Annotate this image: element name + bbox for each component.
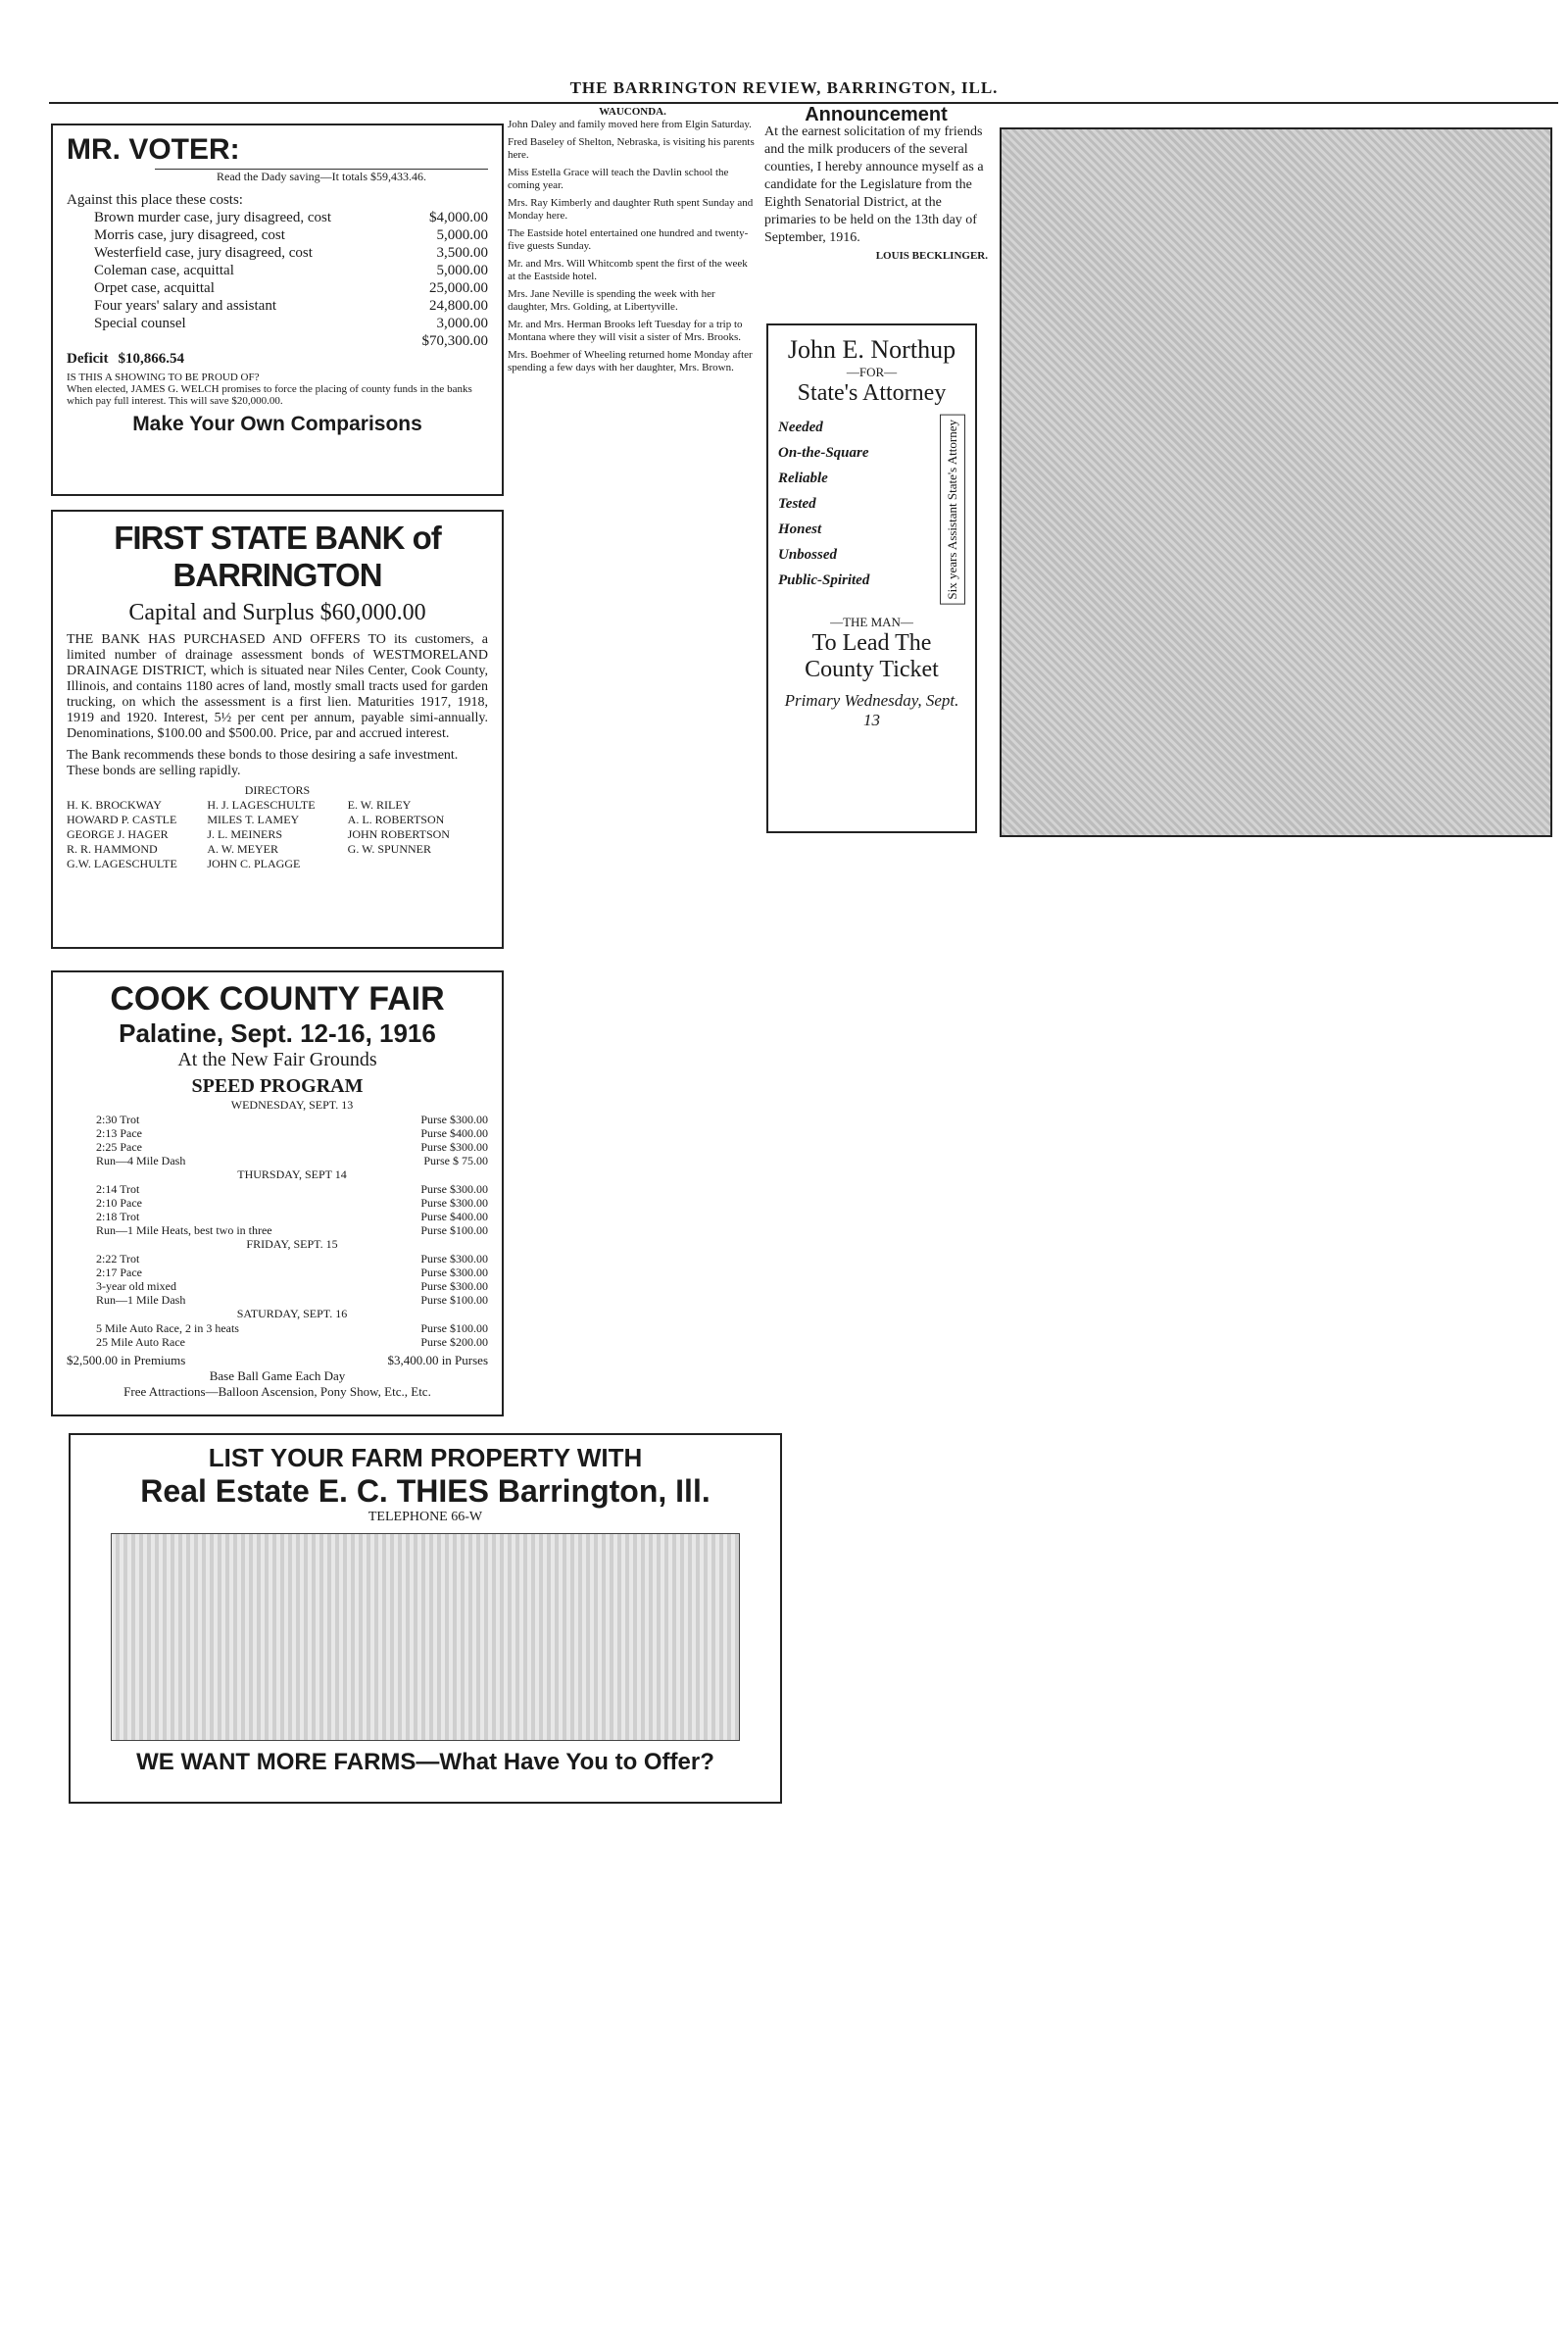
fair-event-purse: Purse $100.00 bbox=[420, 1223, 488, 1237]
announcement-body: At the earnest solicitation of my friends and the milk producers of the several counties, I hereby announce myself as a candidate for the Legislature from the Eighth Senatorial District, at the primaries to be held on the 13th day of September, 1916. bbox=[764, 124, 984, 245]
fair-event-purse: Purse $300.00 bbox=[420, 1140, 488, 1154]
fair-event-name: 2:13 Pace bbox=[96, 1126, 142, 1140]
farm-property-ad bbox=[69, 1433, 782, 1804]
farm-footer: WE WANT MORE FARMS—What Have You to Offer? bbox=[136, 1749, 714, 1775]
northup-primary: Primary Wednesday, Sept. 13 bbox=[784, 690, 959, 729]
farm-line2: Real Estate E. C. THIES Barrington, Ill. bbox=[140, 1473, 710, 1509]
fair-event-purse: Purse $100.00 bbox=[420, 1321, 488, 1335]
wauconda-heading: WAUCONDA. bbox=[599, 106, 666, 118]
voter-cost-list bbox=[67, 209, 488, 332]
bank-capital: Capital and Surplus $60,000.00 bbox=[128, 600, 426, 625]
fair-event-purse: Purse $400.00 bbox=[420, 1126, 488, 1140]
wauconda-item: Fred Baseley of Shelton, Nebraska, is visiting his parents here. bbox=[508, 136, 755, 161]
farm-phone: TELEPHONE 66-W bbox=[368, 1510, 483, 1524]
fair-event-name: Run—4 Mile Dash bbox=[96, 1154, 186, 1167]
fair-event-name: 2:25 Pace bbox=[96, 1140, 142, 1154]
masthead: THE BARRINGTON REVIEW, BARRINGTON, ILL. bbox=[569, 78, 999, 97]
fair-event-name: 2:30 Trot bbox=[96, 1113, 140, 1126]
voter-cost-label: Special counsel bbox=[94, 316, 186, 331]
fair-event bbox=[96, 1113, 488, 1126]
director-name: A. L. ROBERTSON bbox=[347, 813, 445, 826]
voter-subtitle: Read the Dady saving—It totals $59,433.46. bbox=[155, 169, 488, 184]
voter-deficit-label: Deficit bbox=[67, 351, 109, 367]
voter-title: MR. VOTER: bbox=[67, 133, 240, 166]
fair-event bbox=[96, 1210, 488, 1223]
fair-event bbox=[96, 1126, 488, 1140]
fair-event-purse: Purse $300.00 bbox=[420, 1182, 488, 1196]
cook-county-fair-ad bbox=[51, 970, 504, 1416]
voter-cost-amount: 5,000.00 bbox=[436, 263, 488, 278]
fair-event bbox=[96, 1293, 488, 1307]
announcement-heading: Announcement bbox=[805, 104, 948, 125]
voter-cost-amount: $4,000.00 bbox=[429, 210, 488, 225]
wauconda-item: Mrs. Ray Kimberly and daughter Ruth spent Sunday and Monday here. bbox=[508, 197, 754, 222]
voter-total: $70,300.00 bbox=[421, 333, 488, 349]
director-name: E. W. RILEY bbox=[347, 798, 412, 812]
northup-trait: Public-Spirited bbox=[778, 572, 870, 588]
wauconda-item: Miss Estella Grace will teach the Davlin school the coming year. bbox=[508, 167, 729, 191]
voter-cost-row bbox=[94, 315, 488, 332]
bank-body: THE BANK HAS PURCHASED AND OFFERS TO its customers, a limited number of drainage assessment bonds of WESTMORELAND DRAINAGE DISTRICT, which is situated near Niles Center, Cook County, Illinois, and contains 1180 acres of land, mostly small tracts used for garden trucking, on which the assessment is a first lien. Maturities 1917, 1918, 1919 and 1920. Interest, 5½ per cent per annum, payable simi-annually. Denominations, $100.00 and $500.00. Price, par and accrued interest. bbox=[67, 632, 488, 741]
page-bottom-fill bbox=[51, 1813, 1541, 2323]
fair-event-name: 2:14 Trot bbox=[96, 1182, 140, 1196]
fair-event-name: 3-year old mixed bbox=[96, 1279, 176, 1293]
voter-deficit-row bbox=[67, 350, 488, 368]
voter-footer: Make Your Own Comparisons bbox=[132, 413, 422, 435]
voter-deficit: $10,866.54 bbox=[118, 351, 184, 367]
announcement bbox=[764, 106, 988, 302]
wauconda-item: The Eastside hotel entertained one hundred and twenty-five guests Sunday. bbox=[508, 227, 749, 252]
fair-place: At the New Fair Grounds bbox=[177, 1049, 377, 1070]
voter-note: When elected, JAMES G. WELCH promises to force the placing of county funds in the banks which pay full interest. This will save $20,000.00. bbox=[67, 383, 472, 407]
fair-dates: Palatine, Sept. 12-16, 1916 bbox=[119, 1018, 436, 1048]
fair-event-name: 5 Mile Auto Race, 2 in 3 heats bbox=[96, 1321, 239, 1335]
fair-event-purse: Purse $ 75.00 bbox=[423, 1154, 488, 1167]
director-name: G.W. LAGESCHULTE bbox=[67, 857, 177, 870]
fair-money-row bbox=[67, 1353, 488, 1368]
fair-event-purse: Purse $400.00 bbox=[420, 1210, 488, 1223]
voter-cost-label: Morris case, jury disagreed, cost bbox=[94, 227, 285, 243]
voter-cost-amount: 3,000.00 bbox=[436, 316, 488, 331]
director-name bbox=[348, 857, 488, 871]
wauconda-column bbox=[508, 106, 758, 870]
fair-day: SATURDAY, SEPT. 16 bbox=[236, 1307, 348, 1320]
northup-lead: To Lead The County Ticket bbox=[805, 629, 939, 682]
northup-trait: On-the-Square bbox=[778, 445, 869, 461]
fair-event-name: Run—1 Mile Heats, best two in three bbox=[96, 1223, 272, 1237]
header-rule bbox=[49, 102, 1558, 104]
fair-event-purse: Purse $300.00 bbox=[420, 1279, 488, 1293]
fair-event-purse: Purse $200.00 bbox=[420, 1335, 488, 1349]
fair-day: FRIDAY, SEPT. 15 bbox=[246, 1237, 338, 1251]
fair-event bbox=[96, 1335, 488, 1349]
fair-event-name: 25 Mile Auto Race bbox=[96, 1335, 185, 1349]
bank-recommend: The Bank recommends these bonds to those desiring a safe investment. These bonds are selling rapidly. bbox=[67, 748, 459, 778]
fair-event-purse: Purse $100.00 bbox=[420, 1293, 488, 1307]
director-name: A. W. MEYER bbox=[207, 842, 279, 856]
voter-cost-label: Orpet case, acquittal bbox=[94, 280, 215, 296]
wauconda-item: Mr. and Mrs. Will Whitcomb spent the first of the week at the Eastside hotel. bbox=[508, 258, 748, 282]
fair-event-name: 2:18 Trot bbox=[96, 1210, 140, 1223]
fair-event-name: 2:10 Pace bbox=[96, 1196, 142, 1210]
voter-cost-row bbox=[94, 226, 488, 244]
fair-event-name: 2:17 Pace bbox=[96, 1266, 142, 1279]
voter-cost-label: Westerfield case, jury disagreed, cost bbox=[94, 245, 313, 261]
mr-voter-ad bbox=[51, 124, 504, 496]
directors-grid bbox=[67, 798, 488, 871]
fair-event-name: Run—1 Mile Dash bbox=[96, 1293, 186, 1307]
fair-day: THURSDAY, SEPT 14 bbox=[237, 1167, 347, 1181]
voter-cost-label: Coleman case, acquittal bbox=[94, 263, 234, 278]
director-name: GEORGE J. HAGER bbox=[67, 827, 169, 841]
northup-trait: Unbossed bbox=[778, 547, 838, 563]
fair-event bbox=[96, 1252, 488, 1266]
announcement-sig: LOUIS BECKLINGER. bbox=[875, 250, 988, 262]
fair-event-purse: Purse $300.00 bbox=[420, 1266, 488, 1279]
fair-event bbox=[96, 1154, 488, 1167]
wauconda-paras bbox=[508, 119, 758, 374]
director-name: R. R. HAMMOND bbox=[67, 842, 158, 856]
wauconda-item: Mr. and Mrs. Herman Brooks left Tuesday for a trip to Montana where they will visit a sister of Mrs. Brooks. bbox=[508, 319, 743, 343]
northup-trait: Needed bbox=[778, 420, 823, 435]
dady-portrait bbox=[1000, 127, 1552, 837]
wauconda-item: John Daley and family moved here from Elgin Saturday. bbox=[508, 119, 752, 130]
fair-event bbox=[96, 1182, 488, 1196]
northup-traits-row bbox=[778, 415, 965, 605]
fair-baseball: Base Ball Game Each Day bbox=[209, 1368, 346, 1383]
director-name: HOWARD P. CASTLE bbox=[67, 813, 177, 826]
fair-event bbox=[96, 1223, 488, 1237]
fair-program-list bbox=[96, 1098, 488, 1349]
voter-cost-amount: 25,000.00 bbox=[429, 280, 488, 296]
fair-event bbox=[96, 1279, 488, 1293]
fair-event-purse: Purse $300.00 bbox=[420, 1252, 488, 1266]
northup-name: John E. Northup bbox=[787, 335, 956, 364]
voter-cost-amount: 3,500.00 bbox=[436, 245, 488, 261]
director-name: MILES T. LAMEY bbox=[207, 813, 300, 826]
fair-event bbox=[96, 1266, 488, 1279]
directors-label: DIRECTORS bbox=[244, 783, 311, 797]
voter-cost-amount: 24,800.00 bbox=[429, 298, 488, 314]
northup-trait: Tested bbox=[778, 496, 816, 512]
director-name: JOHN ROBERTSON bbox=[347, 827, 450, 841]
fair-title: COOK COUNTY FAIR bbox=[110, 980, 445, 1018]
voter-cost-row bbox=[94, 262, 488, 279]
fair-event bbox=[96, 1196, 488, 1210]
voter-cost-row bbox=[94, 297, 488, 315]
voter-cost-row bbox=[94, 244, 488, 262]
northup-trait: Reliable bbox=[778, 471, 828, 486]
voter-cost-row bbox=[94, 279, 488, 297]
farm-illustration bbox=[111, 1533, 740, 1741]
voter-cost-label: Brown murder case, jury disagreed, cost bbox=[94, 210, 332, 225]
voter-question: IS THIS A SHOWING TO BE PROUD OF? bbox=[67, 372, 260, 383]
director-name: JOHN C. PLAGGE bbox=[207, 857, 301, 870]
fair-day: WEDNESDAY, SEPT. 13 bbox=[230, 1098, 354, 1112]
fair-event-purse: Purse $300.00 bbox=[420, 1196, 488, 1210]
northup-traits bbox=[778, 415, 940, 605]
fair-purses: $3,400.00 in Purses bbox=[387, 1353, 488, 1367]
voter-intro: Against this place these costs: bbox=[67, 192, 243, 208]
fair-event bbox=[96, 1140, 488, 1154]
northup-office: State's Attorney bbox=[797, 380, 947, 406]
wauconda-item: Mrs. Boehmer of Wheeling returned home Monday after spending a few days with her daughter, Mrs. Brown. bbox=[508, 349, 753, 373]
voter-cost-amount: 5,000.00 bbox=[436, 227, 488, 243]
northup-man: —THE MAN— bbox=[830, 614, 913, 629]
northup-ad bbox=[766, 323, 977, 833]
northup-for: —FOR— bbox=[846, 365, 898, 379]
fair-premiums: $2,500.00 in Premiums bbox=[67, 1353, 186, 1367]
voter-cost-label: Four years' salary and assistant bbox=[94, 298, 276, 314]
first-state-bank-ad bbox=[51, 510, 504, 949]
bank-title: FIRST STATE BANK of BARRINGTON bbox=[114, 520, 441, 593]
director-name: H. K. BROCKWAY bbox=[67, 798, 162, 812]
fair-free: Free Attractions—Balloon Ascension, Pony Show, Etc., Etc. bbox=[123, 1384, 431, 1399]
fair-event bbox=[96, 1321, 488, 1335]
director-name: G. W. SPUNNER bbox=[347, 842, 432, 856]
northup-trait: Honest bbox=[778, 521, 822, 537]
northup-side: Six years Assistant State's Attorney bbox=[940, 415, 965, 605]
wauconda-item: Mrs. Jane Neville is spending the week with her daughter, Mrs. Golding, at Libertyville. bbox=[508, 288, 715, 313]
director-name: J. L. MEINERS bbox=[207, 827, 282, 841]
speed-program: SPEED PROGRAM bbox=[191, 1075, 364, 1097]
fair-event-name: 2:22 Trot bbox=[96, 1252, 140, 1266]
farm-line1: LIST YOUR FARM PROPERTY WITH bbox=[208, 1443, 643, 1472]
fair-event-purse: Purse $300.00 bbox=[420, 1113, 488, 1126]
director-name: H. J. LAGESCHULTE bbox=[207, 798, 316, 812]
voter-cost-row bbox=[94, 209, 488, 226]
